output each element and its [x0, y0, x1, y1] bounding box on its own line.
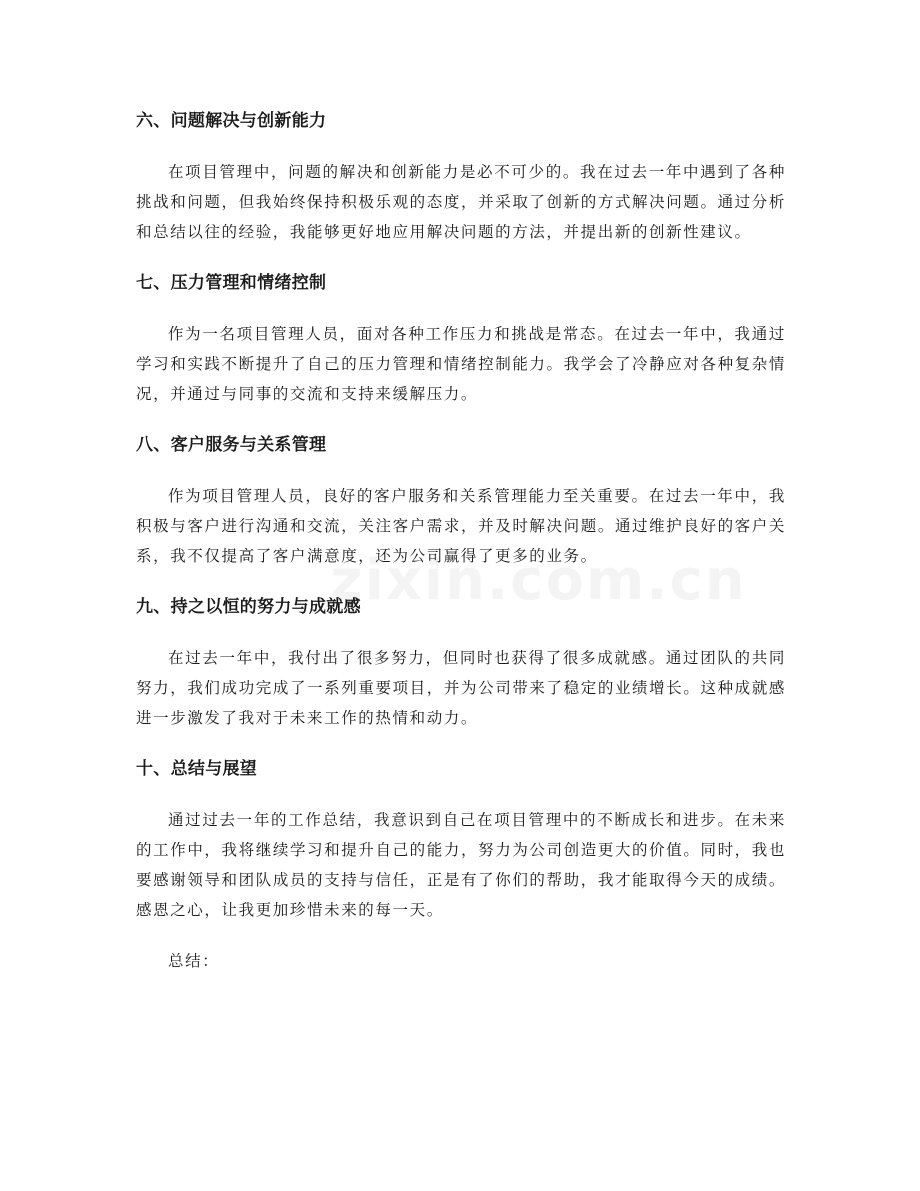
- section-9: [136, 592, 786, 733]
- section-body: 作为一名项目管理人员，面对各种工作压力和挑战是常态。在过去一年中，我通过学习和实践不断提升了自己的压力管理和情绪控制能力。我学会了冷静应对各种复杂情况，并通过与同事的交流和支持来缓解压力。: [136, 325, 786, 403]
- section-7: [136, 268, 786, 409]
- closing-summary-label: 总结：: [168, 952, 220, 970]
- section-body: 在项目管理中，问题的解决和创新能力是必不可少的。我在过去一年中遇到了各种挑战和问题，但我始终保持积极乐观的态度，并采取了创新的方式解决问题。通过分析和总结以往的经验，我能够更好地应用解决问题的方法，并提出新的创新性建议。: [136, 163, 786, 241]
- section-8: [136, 430, 786, 571]
- section-heading: 八、客户服务与关系管理: [136, 435, 327, 455]
- section-body: 在过去一年中，我付出了很多努力，但同时也获得了很多成就感。通过团队的共同努力，我们成功完成了一系列重要项目，并为公司带来了稳定的业绩增长。这种成就感进一步激发了我对于未来工作的热情和动力。: [136, 649, 786, 727]
- document-page: [136, 106, 786, 976]
- section-heading: 十、总结与展望: [136, 759, 258, 779]
- section-10: [136, 754, 786, 925]
- section-heading: 九、持之以恒的努力与成就感: [136, 597, 361, 617]
- section-heading: 六、问题解决与创新能力: [136, 111, 327, 131]
- section-body: 作为项目管理人员，良好的客户服务和关系管理能力至关重要。在过去一年中，我积极与客户进行沟通和交流，关注客户需求，并及时解决问题。通过维护良好的客户关系，我不仅提高了客户满意度，还为公司赢得了更多的业务。: [136, 487, 786, 565]
- section-heading: 七、压力管理和情绪控制: [136, 273, 327, 293]
- section-body: 通过过去一年的工作总结，我意识到自己在项目管理中的不断成长和进步。在未来的工作中，我将继续学习和提升自己的能力，努力为公司创造更大的价值。同时，我也要感谢领导和团队成员的支持与信任，正是有了你们的帮助，我才能取得今天的成绩。感恩之心，让我更加珍惜未来的每一天。: [136, 811, 786, 919]
- section-6: [136, 106, 786, 247]
